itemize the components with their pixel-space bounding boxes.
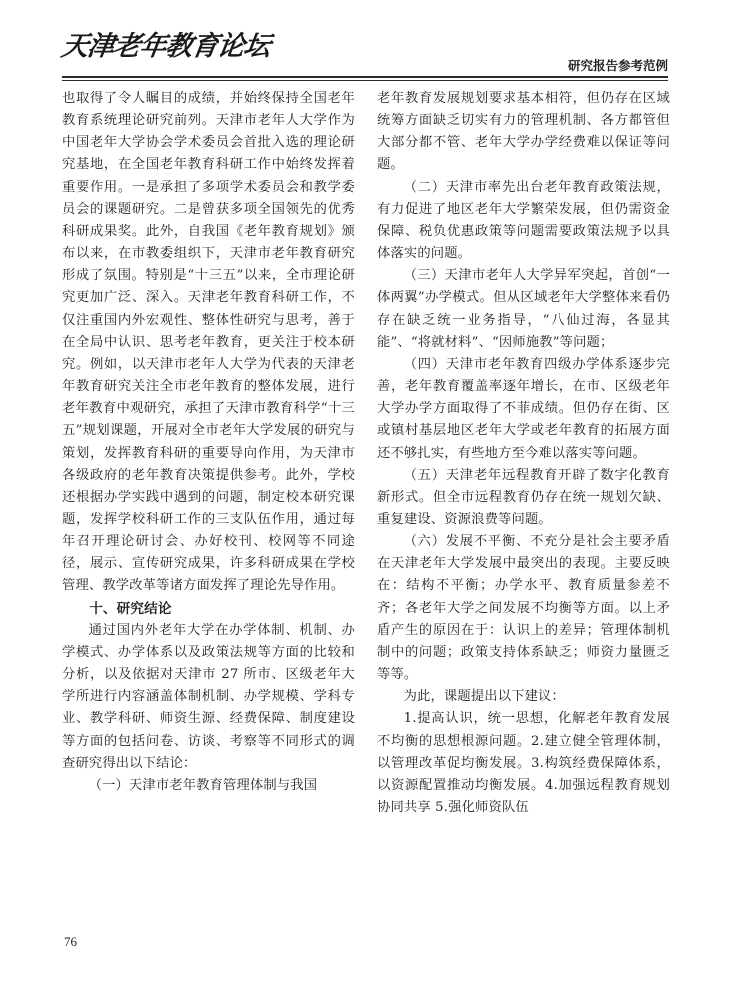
- paragraph-conclusion-5: （五）天津老年远程教育开辟了数字化教育新形式。但全市远程教育仍存在统一规划欠缺、重复建设、资源浪费等问题。: [377, 467, 670, 527]
- page-number: 76: [64, 934, 77, 949]
- paragraph-conclusion-3: （三）天津市老年人大学异军突起，首创“一体两翼”办学模式。但从区域老年大学整体来看仍存在缺乏统一业务指导，“八仙过海，各显其能”、“将就材料”、“因师施教”等问题；: [377, 268, 670, 350]
- section-name: 研究报告参考范例: [567, 58, 668, 73]
- paragraph-conclusion-4: （四）天津市老年教育四级办学体系逐步完善，老年教育覆盖率逐年增长，在市、区级老年大学办学方面取得了不菲成绩。但仍存在街、区或镇村基层地区老年大学或老年教育的拓展方面还不够扎实，有些地方至今难以落实等问题。: [377, 356, 670, 461]
- left-column: [62, 88, 355, 797]
- paragraph-conclusion-1-end: 老年教育发展规划要求基本相符，但仍存在区域统筹方面缺乏切实有力的管理机制、各方都管但大部分都不管、老年大学办学经费难以保证等问题。: [377, 91, 670, 173]
- paragraph-conclusion-1-start: （一）天津市老年教育管理体制与我国: [88, 777, 318, 793]
- header-rule-thick: [62, 76, 668, 78]
- paragraph-conclusions-intro: 通过国内外老年大学在办学体制、机制、办学模式、办学体系以及政策法规等方面的比较和分析，以及依据对天津市 27 所市、区级老年大学所进行内容涵盖体制机制、办学规模、学科专业、教学科研、师资生源、经费保障、制度建设等方面的包括问卷、访谈、考察等不同形式的调查研究得出以下结论：: [62, 622, 355, 771]
- paragraph-suggestions-intro: 为此，课题提出以下建议：: [403, 689, 565, 705]
- page-header: [0, 0, 730, 80]
- header-rule-thin: [62, 80, 668, 81]
- paragraph-suggestions-list: 1.提高认识，统一思想，化解老年教育发展不均衡的思想根源问题。2.建立健全管理体制，以管理改革促均衡发展。3.构筑经费保障体系，以资源配置推动均衡发展。4.加强远程教育规划协同共享 5.强化师资队伍: [377, 711, 670, 815]
- journal-logo: 天津老年教育论坛: [59, 31, 272, 62]
- paragraph-conclusion-6: （六）发展不平衡、不充分是社会主要矛盾在天津老年大学发展中最突出的表现。主要反映在：结构不平衡；办学水平、教育质量参差不齐；各老年大学之间发展不均衡等方面。以上矛盾产生的原因在于：认识上的差异；管理体制机制中的问题；政策支持体系缺乏；师资力量匮乏等等。: [377, 534, 670, 683]
- right-column: [377, 88, 670, 819]
- heading-research-conclusions: 十、研究结论: [89, 600, 172, 617]
- paragraph-research-achievements: 也取得了令人瞩目的成绩，并始终保持全国老年教育系统理论研究前列。天津市老年人大学作为中国老年大学协会学术委员会首批入选的理论研究基地，在全国老年教育科研工作中始终发挥着重要作用。一是承担了多项学术委员会和教学委员会的课题研究。二是曾获多项全国领先的优秀科研成果奖。此外，自我国《老年教育规划》颁布以来，在市教委组织下，天津市老年教育研究形成了氛围。特别是“十三五”以来，全市理论研究更加广泛、深入。天津老年教育科研工作，不仅注重国内外宏观性、整体性研究与思考，善于在全局中认识、思考老年教育，更关注于校本研究。例如，以天津市老年人大学为代表的天津老年教育研究关注全市老年教育的整体发展，进行老年教育中观研究，承担了天津市教育科学“十三五”规划课题，开展对全市老年大学发展的研究与策划，发挥教育科研的重要导向作用，为天津市各级政府的老年教育决策提供参考。此外，学校还根据办学实践中遇到的问题，制定校本研究课题，发挥学校科研工作的三支队伍作用，通过每年召开理论研讨会、办好校刊、校网等不同途径，展示、宣传研究成果，许多科研成果在学校管理、教学改革等诸方面发挥了理论先导作用。: [62, 91, 355, 594]
- paragraph-conclusion-2: （二）天津市率先出台老年教育政策法规，有力促进了地区老年大学繁荣发展，但仍需资金保障、税负优惠政策等问题需要政策法规予以具体落实的问题。: [377, 179, 670, 262]
